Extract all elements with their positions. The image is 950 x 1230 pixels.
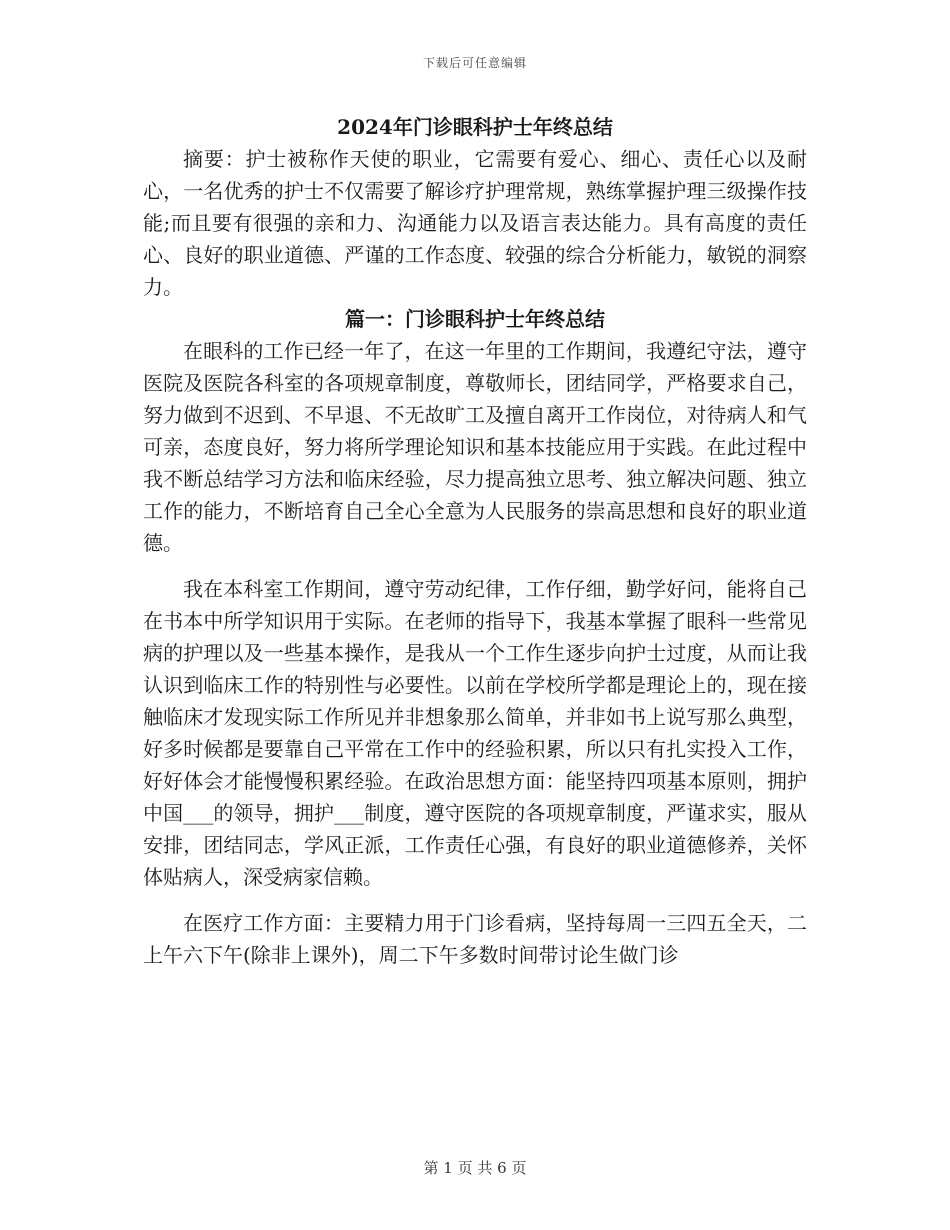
- abstract-paragraph: 摘要：护士被称作天使的职业，它需要有爱心、细心、责任心以及耐心，一名优秀的护士不仅需要了解诊疗护理常规，熟练掌握护理三级操作技能;而且要有很强的亲和力、沟通能力以及语言表达能力。具有高度的责任心、良好的职业道德、严谨的工作态度、较强的综合分析能力，敏锐的洞察力。: [143, 147, 807, 299]
- body-paragraph-2: 我在本科室工作期间，遵守劳动纪律，工作仔细，勤学好问，能将自己在书本中所学知识用于实际。在老师的指导下，我基本掌握了眼科一些常见病的护理以及一些基本操作，是我从一个工作生逐步向护士过度，从而让我认识到临床工作的特别性与必要性。以前在学校所学都是理论上的，现在接触临床才发现实际工作所见并非想象那么简单，并非如书上说写那么典型，好多时候都是要靠自己平常在工作中的经验积累，所以只有扎实投入工作，好好体会才能慢慢积累经验。在政治思想方面：能坚持四项基本原则，拥护中国___的领导，拥护___制度，遵守医院的各项规章制度，严谨求实，服从安排，团结同志，学风正派，工作责任心强，有良好的职业道德修养，关怀体贴病人，深受病家信赖。: [143, 577, 807, 889]
- document-title: 2024年门诊眼科护士年终总结: [337, 115, 613, 139]
- document-body: [143, 111, 807, 971]
- body-paragraph-1: 在眼科的工作已经一年了，在这一年里的工作期间，我遵纪守法，遵守医院及医院各科室的各项规章制度，尊敬师长，团结同学，严格要求自己，努力做到不迟到、不早退、不无故旷工及擅自离开工作岗位，对待病人和气可亲，态度良好，努力将所学理论知识和基本技能应用于实践。在此过程中我不断总结学习方法和临床经验，尽力提高独立思考、独立解决问题、独立工作的能力，不断培育自己全心全意为人民服务的崇高思想和良好的职业道德。: [143, 339, 807, 555]
- page-footer: 第 1 页 共 6 页: [423, 1159, 527, 1177]
- body-paragraph-3: 在医疗工作方面：主要精力用于门诊看病，坚持每周一三四五全天，二上午六下午(除非上课外)，周二下午多数时间带讨论生做门诊: [143, 911, 807, 967]
- section-title: 篇一：门诊眼科护士年终总结: [345, 307, 605, 331]
- page-header: 下载后可任意编辑: [422, 56, 527, 70]
